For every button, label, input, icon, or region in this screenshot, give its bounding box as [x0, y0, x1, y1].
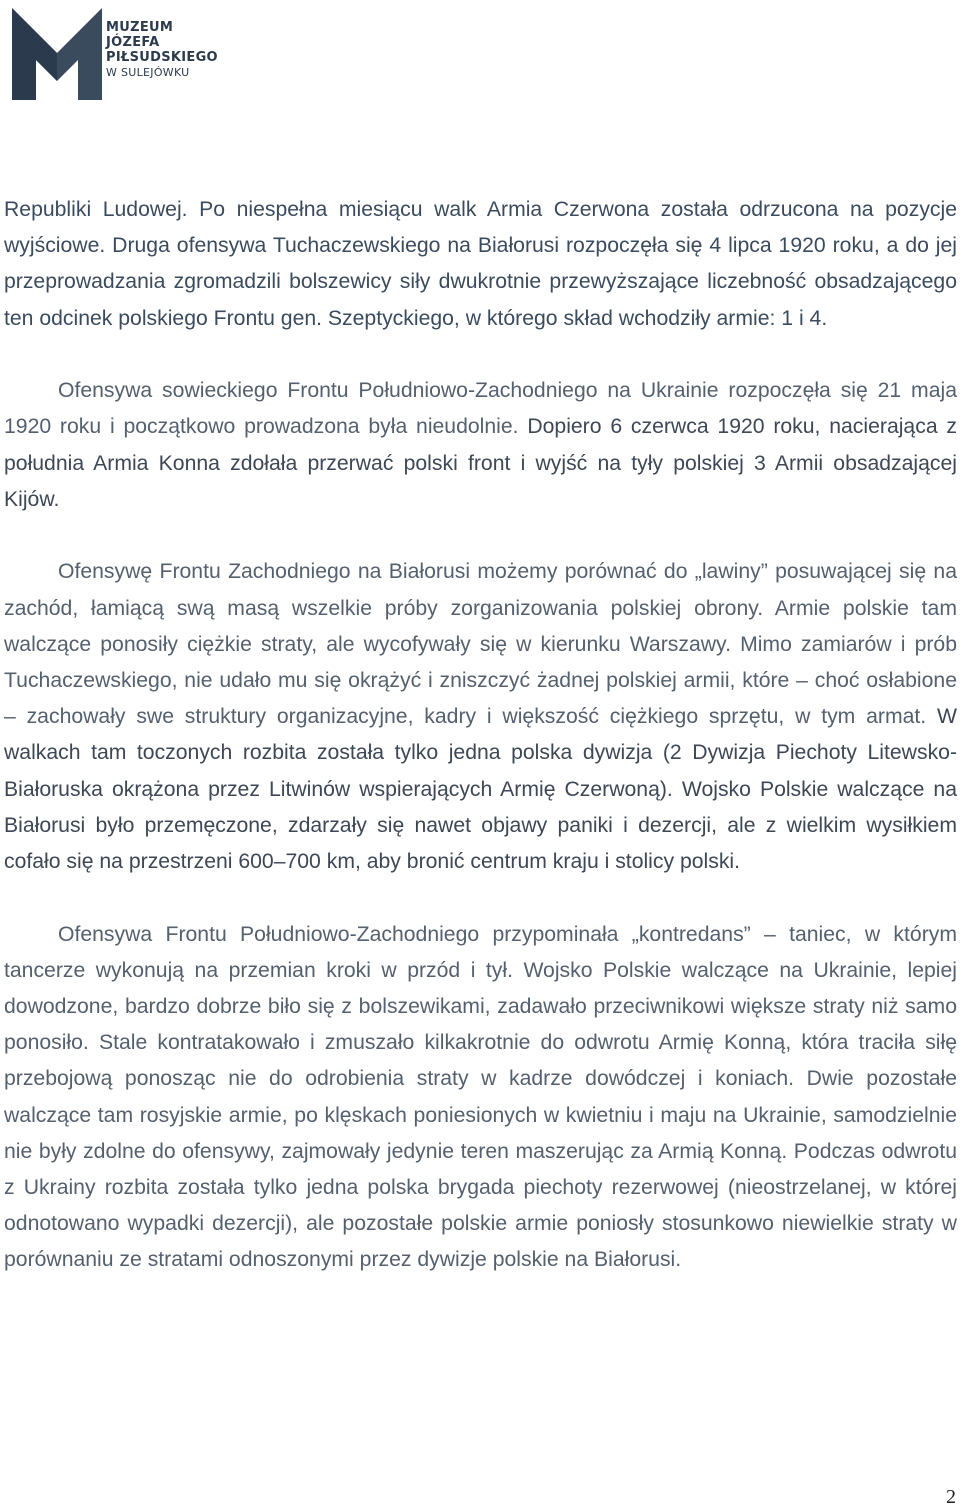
logo-wordmark	[106, 20, 218, 80]
paragraph-4	[4, 917, 957, 1279]
paragraph-1	[4, 192, 957, 337]
paragraph-3	[4, 554, 957, 880]
paragraph-3-text-b: W walkach tam toczonych rozbita została tylko jedna polska dywizja (2 Dywizja Piechoty Litewsko-Białoruska okrążona przez Litwinów wspierających Armię Czerwoną). Wojsko Polskie walczące na Białorusi było przemęczone, zdarzały się nawet objawy paniki i dezercji, ale z wielkim wysiłkiem cofało się na przestrzeni 600–700 km, aby bronić centrum kraju i stolicy polski.	[4, 705, 957, 874]
paragraph-3-text-a: Ofensywę Frontu Zachodniego na Białorusi możemy porównać do „lawiny” posuwającej się na zachód, łamiącą swą masą wszelkie próby zorganizowania polskiej obrony. Armie polskie tam walczące ponosiły ciężkie straty, ale wycofywały się w kierunku Warszawy. Mimo zamiarów i prób Tuchaczewskiego, nie udało mu się okrążyć i zniszczyć żadnej polskiej armii, które – choć osłabione – zachowały swe struktury organizacyjne, kadry i większość ciężkiego sprzętu, w tym armat.	[4, 560, 957, 729]
museum-logo	[12, 8, 218, 100]
page-number: 2	[946, 1486, 956, 1508]
paragraph-4-text: Ofensywa Frontu Południowo-Zachodniego przypominała „kontredans” – taniec, w którym tancerze wykonują na przemian kroki w przód i tył. Wojsko Polskie walczące na Ukrainie, lepiej dowodzone, bardzo dobrze biło się z bolszewikami, zadawało przeciwnikowi większe straty niż samo ponosiło. Stale kontratakowało i zmuszało kilkakrotnie do odwrotu Armię Konną, która traciła siłę przebojową ponosząc nie do odrobienia straty w kadrze dowódczej i koniach. Dwie pozostałe walczące tam rosyjskie armie, po klęskach poniesionych w kwietniu i maju na Ukrainie, samodzielnie nie były zdolne do ofensywy, zajmowały jedynie teren maszerując za Armią Konną. Podczas odwrotu z Ukrainy rozbita została tylko jedna polska brygada piechoty rezerwowej (nieostrzelanej, w której odnotowano wypadki dezercji), ale pozostałe polskie armie poniosły stosunkowo niewielkie straty w porównaniu ze stratami odnoszonymi przez dywizje polskie na Białorusi.	[4, 922, 957, 1272]
paragraph-2-text-a: Ofensywa sowieckiego Frontu Południowo-Zachodniego na Ukrainie rozpoczęła się 21 maja 1920 roku i początkowo prowadzona była nieudolnie.	[4, 379, 957, 439]
logo-line-4: W SULEJÓWKU	[106, 66, 190, 79]
paragraph-1-text: Republiki Ludowej. Po niespełna miesiącu walk Armia Czerwona została odrzucona na pozycje wyjściowe. Druga ofensywa Tuchaczewskiego na Białorusi rozpoczęła się 4 lipca 1920 roku, a do jej przeprowadzania zgromadzili bolszewicy siły dwukrotnie przewyższające liczebność obsadzającego ten odcinek polskiego Frontu gen. Szeptyckiego, w którego skład wchodziły armie: 1 i 4.	[4, 198, 957, 330]
logo-line-1: MUZEUM	[106, 20, 174, 35]
document-body	[4, 192, 957, 1315]
logo-line-3: PIŁSUDSKIEGO	[106, 50, 218, 65]
paragraph-2	[4, 373, 957, 518]
paragraph-2-text-b: Dopiero 6 czerwca 1920 roku, nacierająca z południa Armia Konna zdołała przerwać polski front i wyjść na tyły polskiej 3 Armii obsadzającej Kijów.	[4, 415, 957, 511]
logo-line-2: JÓZEFA	[106, 35, 160, 50]
museum-m-logo-icon	[12, 8, 102, 100]
